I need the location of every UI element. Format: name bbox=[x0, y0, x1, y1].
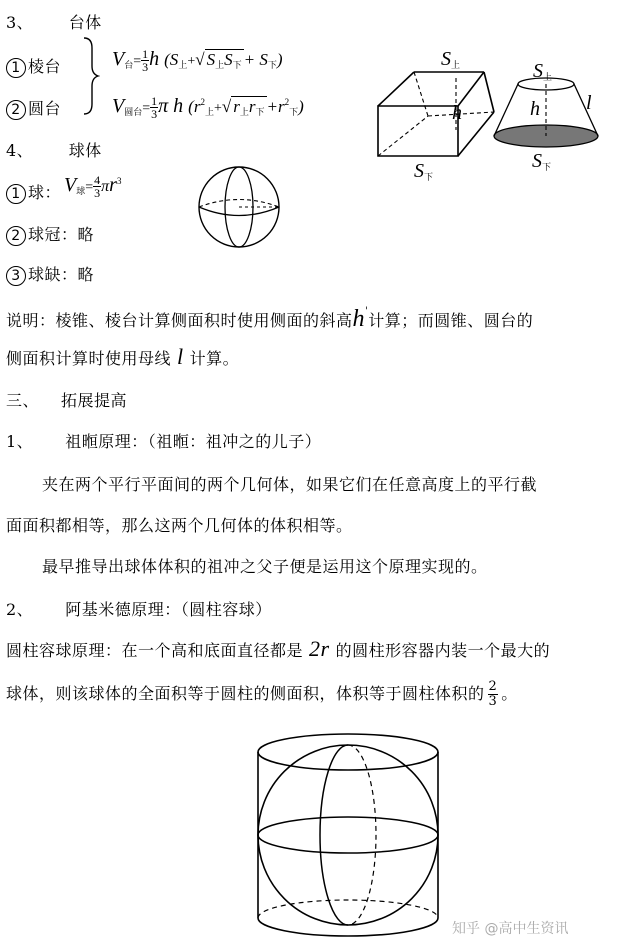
prism-frustum-figure bbox=[372, 50, 502, 180]
paragraph-3-line-2: 球体，则该球体的全面积等于圆柱的侧面积，体积等于圆柱体积的 $\frac{2}{3}$ 。 bbox=[6, 679, 518, 709]
label-S-bottom: $S_下$ bbox=[414, 160, 434, 182]
note-line-1: 说明：棱锥、棱台计算侧面积时使用侧面的斜高h'计算；而圆锥、圆台的 bbox=[6, 306, 534, 332]
paragraph-1-line-1: 夹在两个平行平面间的两个几何体，如果它们在任意高度上的平行截 bbox=[42, 475, 538, 494]
label-h-cone: h bbox=[530, 98, 540, 120]
note-line-2: 侧面积计算时使用母线 l 计算。 bbox=[6, 344, 240, 369]
label-S-top: $S_上$ bbox=[441, 48, 461, 70]
part-3-header: 三、 拓展提高 bbox=[6, 391, 128, 410]
circled-number: 1 bbox=[6, 184, 26, 204]
item-label: 棱台 bbox=[28, 57, 62, 76]
item-label: 球冠：略 bbox=[28, 225, 95, 244]
watermark: 知乎 @高中生资讯 bbox=[452, 921, 569, 937]
formula-cone-frustum-volume: $V_{圆台}=$ $\frac{1}{3}$ π h ($r^2_上+√$ $r_上r_下 +r^2_下$) bbox=[112, 94, 304, 121]
item-1-header: 1、 祖暅原理：（祖暅：祖冲之的儿子） bbox=[6, 432, 322, 451]
formula-prism-frustum-volume: $V_台=$ $\frac{1}{3}$ h ($S_上+√$ $S_上S_下 + S_下$) bbox=[112, 47, 283, 74]
circled-number: 1 bbox=[6, 58, 26, 78]
label-l-cone: l bbox=[586, 92, 592, 114]
label-h: h bbox=[452, 102, 462, 124]
circled-number: 3 bbox=[6, 266, 26, 286]
section-number: 3、 bbox=[6, 13, 34, 32]
circled-number: 2 bbox=[6, 226, 26, 246]
formula-sphere-volume: $V_球=$ $\frac{4}{3}$ $\pi r^3$ bbox=[64, 173, 122, 200]
cylinder-sphere-figure bbox=[250, 724, 450, 946]
paragraph-2: 最早推导出球体体积的祖冲之父子便是运用这个原理实现的。 bbox=[42, 557, 488, 576]
list-item-sphere bbox=[6, 180, 61, 204]
sphere-figure bbox=[195, 162, 285, 252]
label-S-bottom-cone: $S_下$ bbox=[532, 150, 552, 172]
item-label: 球： bbox=[28, 183, 62, 202]
paragraph-1-line-2: 面面积都相等，那么这两个几何体的体积相等。 bbox=[6, 516, 353, 535]
circled-number: 2 bbox=[6, 100, 26, 120]
list-item-cone-frustum bbox=[6, 96, 61, 120]
section-4-header bbox=[6, 138, 102, 161]
section-title: 台体 bbox=[68, 13, 102, 32]
item-label: 球缺：略 bbox=[28, 265, 95, 284]
paragraph-3-line-1: 圆柱容球原理：在一个高和底面直径都是 2r 的圆柱形容器内装一个最大的 bbox=[6, 636, 551, 661]
section-3-header bbox=[6, 10, 102, 33]
item-2-header: 2、 阿基米德原理：（圆柱容球） bbox=[6, 600, 272, 619]
item-label: 圆台 bbox=[28, 99, 62, 118]
section-title: 球体 bbox=[68, 141, 102, 160]
label-S-top-cone: $S_上$ bbox=[533, 60, 553, 82]
list-item-spherical-cap bbox=[6, 222, 94, 246]
list-item-prism-frustum bbox=[6, 54, 61, 78]
section-number: 4、 bbox=[6, 141, 34, 160]
brace-icon bbox=[80, 36, 100, 116]
list-item-spherical-segment bbox=[6, 262, 94, 286]
